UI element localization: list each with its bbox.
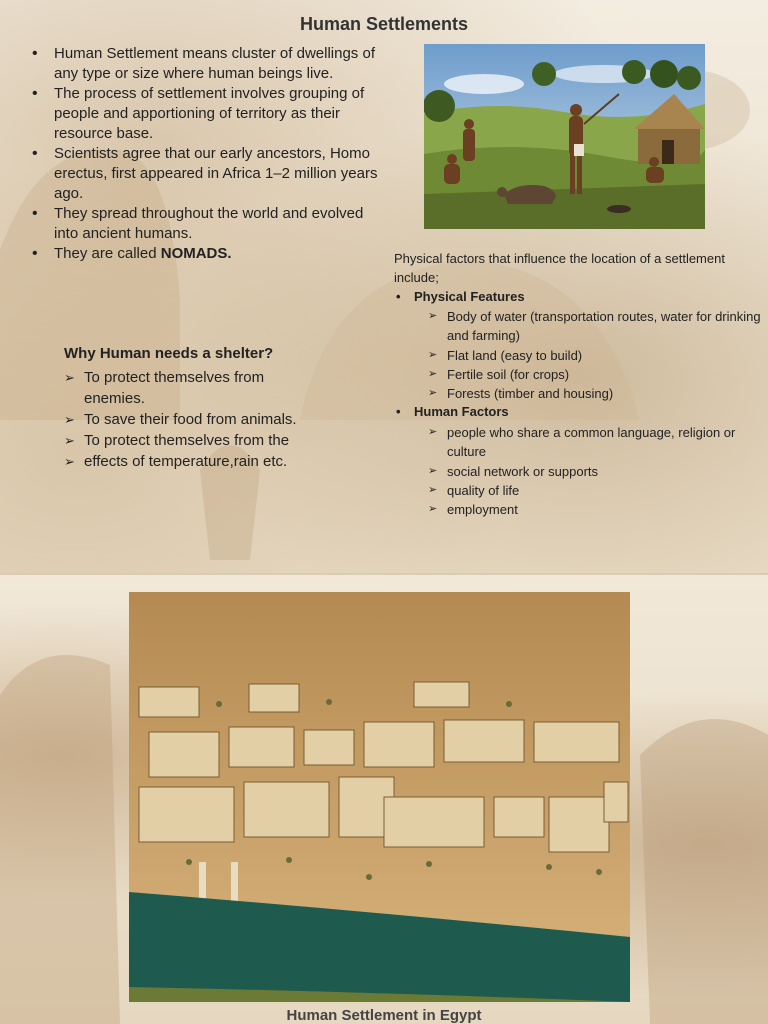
list-item: ➢ Body of water (transportation routes, water for drinking and farming) [428,307,763,346]
list-item: ➢ To protect themselves from the [64,430,364,451]
list-item: • The process of settlement involves grouping of people and apportioning of territory as their resource base. [30,84,390,144]
physical-features-list [428,307,763,403]
list-item: ➢ social network or supports [428,462,763,481]
list-item: ➢ employment [428,500,763,519]
nomads-prefix: They are called [54,245,161,262]
list-item: ➢ Forests (timber and housing) [428,384,763,403]
slide-egypt-settlement [0,575,768,1024]
shelter-reasons-list [64,367,364,472]
list-item: ➢ To protect themselves from [64,367,364,388]
shelter-heading: Why Human needs a shelter? [64,345,274,362]
list-item: ➢ To save their food from animals. [64,409,364,430]
nomads-word: NOMADS. [160,245,232,262]
list-item-continuation: enemies. [84,390,145,407]
physical-features-heading: • Physical Features [396,289,525,304]
egypt-settlement-illustration [129,592,630,1002]
list-item-nomads [30,244,390,264]
settlement-bullet-list [30,44,390,264]
page-title: Human Settlements [299,14,469,34]
image-caption: Human Settlement in Egypt [286,1007,482,1024]
list-item: • Human Settlement means cluster of dwellings of any type or size where human beings live. [30,44,390,84]
list-item: ➢ Flat land (easy to build) [428,346,763,365]
list-item: • They spread throughout the world and evolved into ancient humans. [30,204,390,244]
list-item: ➢ effects of temperature,rain etc. [64,451,364,472]
list-item: • Scientists agree that our early ancestors, Homo erectus, first appeared in Africa 1–2 million years ago. [30,144,390,204]
human-factors-heading: • Human Factors [396,404,509,419]
factors-intro: Physical factors that influence the location of a settlement include; [394,251,725,285]
early-settlers-illustration [424,44,705,229]
list-item: ➢ people who share a common language, religion or culture [428,423,763,462]
list-item: ➢ Fertile soil (for crops) [428,365,763,384]
human-factors-list [428,423,763,519]
list-item: ➢ quality of life [428,481,763,500]
